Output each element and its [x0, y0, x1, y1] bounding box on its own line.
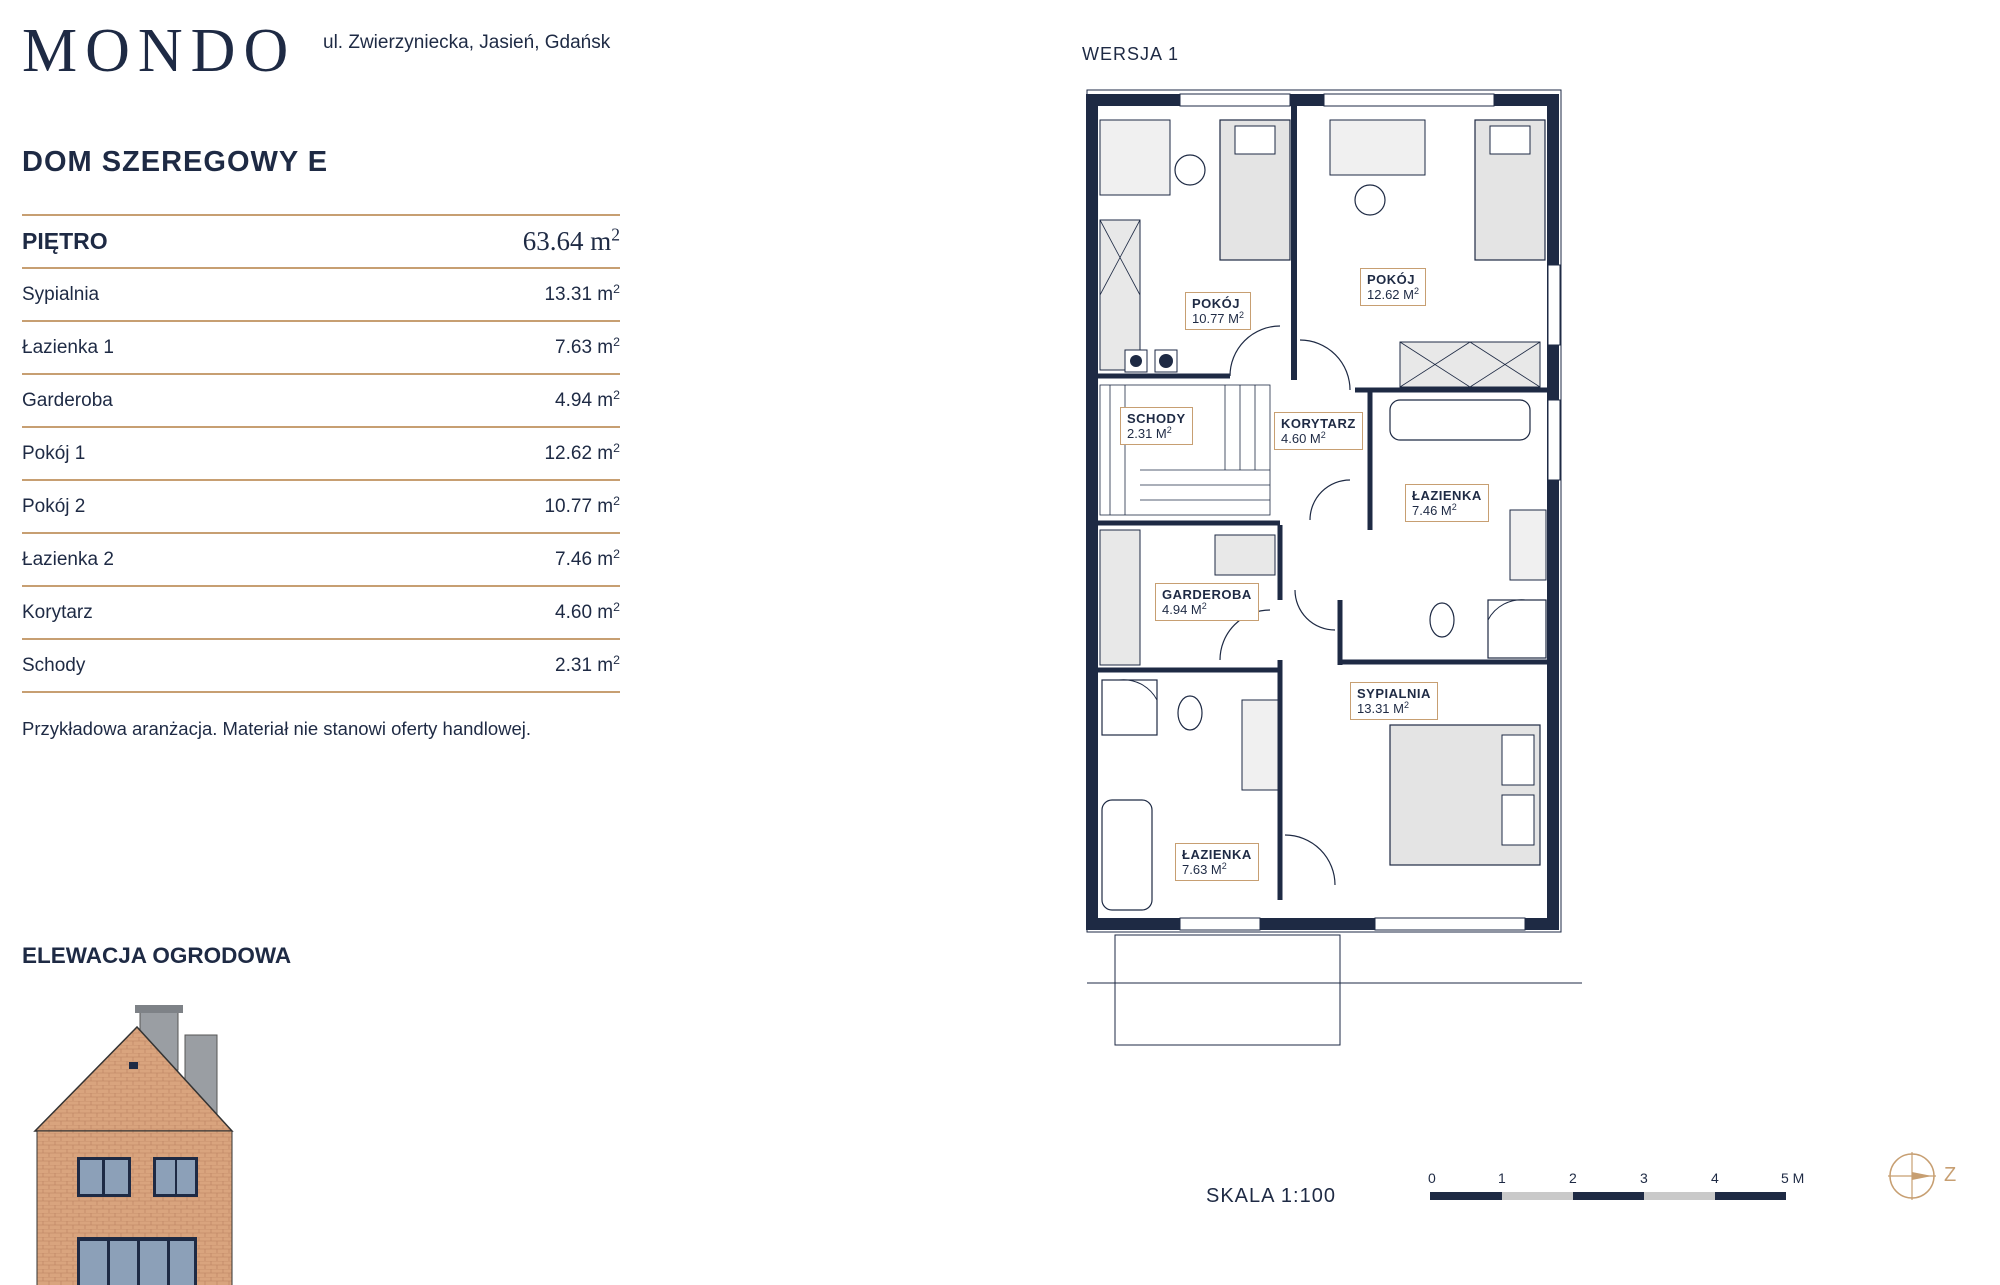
- room-area: 4.94 $m^2$: [555, 387, 620, 411]
- room-area: 13.31 $m^2$: [544, 281, 620, 305]
- area-row-pokoj-2: [22, 479, 620, 532]
- room-area: 4.60 $m^2$: [555, 599, 620, 623]
- compass-letter: Z: [1944, 1164, 1957, 1186]
- room-area: 2.31 $m^2$: [555, 652, 620, 676]
- room-name: Sypialnia: [22, 283, 100, 305]
- room-label-lazienka-1: ŁAZIENKA 7.63 $M^2$: [1175, 843, 1259, 881]
- room-name: Pokój 1: [22, 442, 86, 464]
- area-row-lazienka-1: [22, 320, 620, 373]
- room-area: 10.77 $m^2$: [544, 493, 620, 517]
- room-name: Łazienka 2: [22, 548, 114, 570]
- room-label-korytarz: KORYTARZ 4.60 $M^2$: [1274, 412, 1363, 450]
- elevation-title: ELEWACJA OGRODOWA: [22, 943, 292, 968]
- floor-plan-drawing: [1070, 80, 1590, 1060]
- brand-logo: MONDO: [22, 17, 297, 85]
- scale-tick-label: 0: [1428, 1170, 1436, 1186]
- compass-icon: [1888, 1152, 1944, 1208]
- area-table: [22, 214, 620, 693]
- floor-total-row: [22, 214, 620, 267]
- address: ul. Zwierzyniecka, Jasień, Gdańsk: [323, 32, 611, 53]
- room-label-lazienka-2: ŁAZIENKA 7.46 $M^2$: [1405, 484, 1489, 522]
- area-row-schody: [22, 638, 620, 693]
- area-row-sypialnia: [22, 267, 620, 320]
- plan-version: WERSJA 1: [1082, 44, 1180, 64]
- scale-tick-label: 5 M: [1781, 1170, 1805, 1186]
- scale-tick-label: 2: [1569, 1170, 1577, 1186]
- room-label-garderoba: GARDEROBA 4.94 $M^2$: [1155, 583, 1259, 621]
- scale-tick-label: 4: [1711, 1170, 1719, 1186]
- room-area: 7.63 $m^2$: [555, 334, 620, 358]
- disclaimer: Przykładowa aranżacja. Materiał nie stanowi oferty handlowej.: [22, 718, 532, 739]
- garden-elevation-drawing: [25, 1005, 245, 1285]
- room-name: Pokój 2: [22, 495, 86, 517]
- room-label-sypialnia: SYPIALNIA 13.31 $M^2$: [1350, 682, 1438, 720]
- area-row-korytarz: [22, 585, 620, 638]
- floor-area: 63.64 $m^2$: [522, 224, 620, 256]
- scale-bar: [1430, 1190, 1790, 1202]
- room-label-schody: SCHODY 2.31 $M^2$: [1120, 407, 1193, 445]
- area-row-lazienka-2: [22, 532, 620, 585]
- floor-label: PIĘTRO: [22, 228, 108, 254]
- room-label-pokoj-1: POKÓJ 12.62 $M^2$: [1360, 268, 1426, 306]
- room-name: Garderoba: [22, 389, 113, 411]
- room-area: 12.62 $m^2$: [544, 440, 620, 464]
- room-label-pokoj-2: POKÓJ 10.77 $M^2$: [1185, 292, 1251, 330]
- room-name: Schody: [22, 654, 86, 676]
- room-name: Korytarz: [22, 601, 93, 623]
- area-row-pokoj-1: [22, 426, 620, 479]
- area-row-garderoba: [22, 373, 620, 426]
- house-title: DOM SZEREGOWY E: [22, 146, 329, 178]
- scale-tick-label: 1: [1498, 1170, 1506, 1186]
- scale-label: SKALA 1:100: [1206, 1185, 1336, 1207]
- scale-tick-label: 3: [1640, 1170, 1648, 1186]
- room-name: Łazienka 1: [22, 336, 114, 358]
- room-area: 7.46 $m^2$: [555, 546, 620, 570]
